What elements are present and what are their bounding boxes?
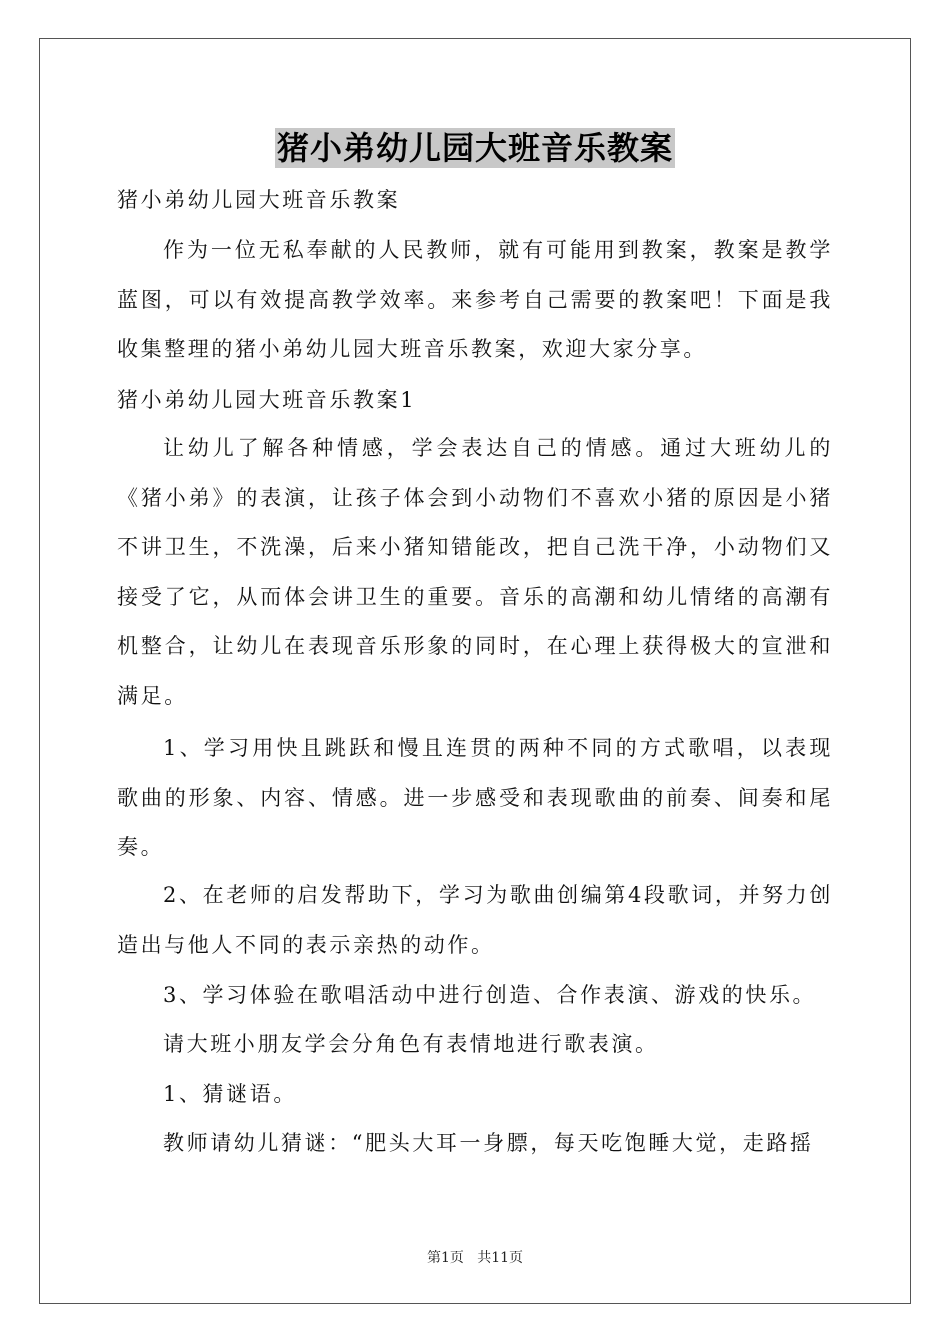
preparation: 请大班小朋友学会分角色有表情地进行歌表演。 — [163, 1032, 659, 1056]
step-1-heading: 1、猜谜语。 — [163, 1082, 297, 1106]
goal-1: 1、学习用快且跳跃和慢且连贯的两种不同的方式歌唱，以表现歌曲的形象、内容、情感。进一步感受和表现歌曲的前奏、间奏和尾奏。 — [117, 736, 833, 859]
page-footer: 第1页 共11页 — [426, 1250, 524, 1266]
goal-3: 3、学习体验在歌唱活动中进行创造、合作表演、游戏的快乐。 — [163, 983, 817, 1007]
title-wrap — [0, 128, 950, 168]
document-title: 猪小弟幼儿园大班音乐教案 — [276, 129, 673, 167]
paragraph-1: 让幼儿了解各种情感，学会表达自己的情感。通过大班幼儿的《猪小弟》的表演，让孩子体会到小动物们不喜欢小猪的原因是小猪不讲卫生，不洗澡，后来小猪知错能改，把自己洗干净，小动物们又接受了它，从而体会讲卫生的重要。音乐的高潮和幼儿情绪的高潮有机整合，让幼儿在表现音乐形象的同时，在心理上获得极大的宣泄和满足。 — [117, 436, 833, 708]
goal-2: 2、在老师的启发帮助下，学习为歌曲创编第4段歌词，并努力创造出与他人不同的表示亲热的动作。 — [117, 883, 833, 957]
section-heading: 猪小弟幼儿园大班音乐教案1 — [117, 388, 417, 412]
intro-paragraph: 作为一位无私奉献的人民教师，就有可能用到教案，教案是教学蓝图，可以有效提高教学效率。来参考自己需要的教案吧！下面是我收集整理的猪小弟幼儿园大班音乐教案，欢迎大家分享。 — [117, 238, 833, 361]
document-subtitle: 猪小弟幼儿园大班音乐教案 — [117, 188, 401, 212]
step-1-text: 教师请幼儿猜谜：“肥头大耳一身膘，每天吃饱睡大觉，走路摇 — [163, 1131, 814, 1155]
